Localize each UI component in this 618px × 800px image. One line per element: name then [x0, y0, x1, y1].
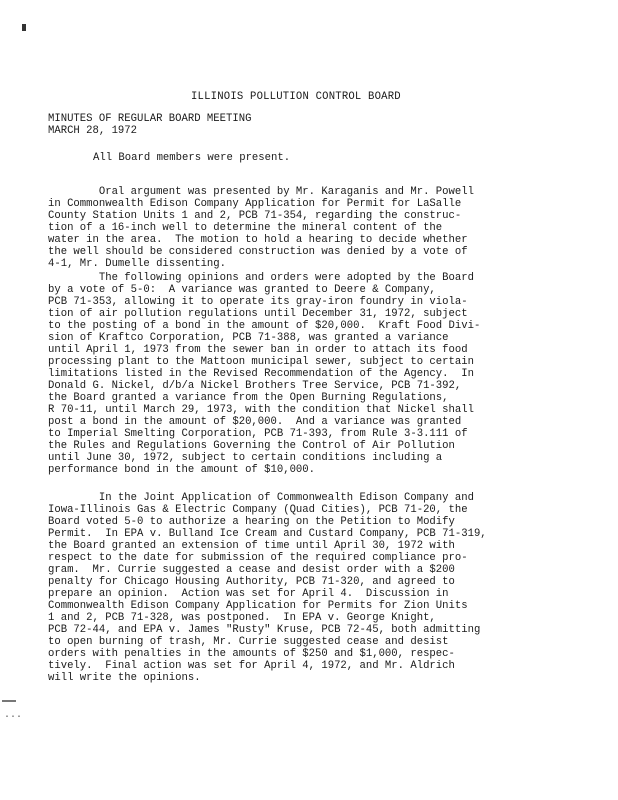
minutes-heading: MINUTES OF REGULAR BOARD MEETING	[48, 113, 252, 125]
paragraph-line: 1 and 2, PCB 71-328, was postponed. In EPA v. George Knight,	[48, 612, 436, 624]
scan-speck: ·∙·	[4, 712, 23, 723]
paragraph-line: the Rules and Regulations Governing the Control of Air Pollution	[48, 440, 455, 452]
paragraph-line: 4-1, Mr. Dumelle dissenting.	[48, 258, 227, 270]
paragraph-line: by a vote of 5-0: A variance was granted to Deere & Company,	[48, 284, 436, 296]
paragraph-line: PCB 71-353, allowing it to operate its gray-iron foundry in viola-	[48, 296, 468, 308]
paragraph-line: Board voted 5-0 to authorize a hearing on the Petition to Modify	[48, 516, 455, 528]
page-title: ILLINOIS POLLUTION CONTROL BOARD	[191, 91, 401, 103]
paragraph-line: water in the area. The motion to hold a hearing to decide whether	[48, 234, 468, 246]
paragraph-line: the well should be considered construction was denied by a vote of	[48, 246, 468, 258]
paragraph-line: sion of Kraftco Corporation, PCB 71-388, was granted a variance	[48, 332, 449, 344]
paragraph-line: Oral argument was presented by Mr. Karaganis and Mr. Powell	[48, 186, 474, 198]
paragraph-line: penalty for Chicago Housing Authority, PCB 71-320, and agreed to	[48, 576, 455, 588]
paragraph-line: post a bond in the amount of $20,000. And a variance was granted	[48, 416, 462, 428]
paragraph-line: in Commonwealth Edison Company Application for Permit for LaSalle	[48, 198, 462, 210]
paragraph-line: tion of a 16-inch well to determine the mineral content of the	[48, 222, 443, 234]
paragraph-line: the Board granted an extension of time until April 30, 1972 with	[48, 540, 455, 552]
paragraph-line: respect to the date for submission of the required compliance pro-	[48, 552, 468, 564]
paragraph-line: In the Joint Application of Commonwealth Edison Company and	[48, 492, 474, 504]
paragraph-line: prepare an opinion. Action was set for April 4. Discussion in	[48, 588, 449, 600]
paragraph-line: will write the opinions.	[48, 672, 201, 684]
paragraph-line: until April 1, 1973 from the sewer ban in order to attach its food	[48, 344, 468, 356]
paragraph-line: Commonwealth Edison Company Application for Permits for Zion Units	[48, 600, 468, 612]
paragraph-line: processing plant to the Mattoon municipal sewer, subject to certain	[48, 356, 474, 368]
scan-mark	[22, 24, 26, 31]
scan-speck	[2, 700, 16, 702]
paragraph-line: to Imperial Smelting Corporation, PCB 71-393, from Rule 3-3.111 of	[48, 428, 468, 440]
paragraph-line: until June 30, 1972, subject to certain conditions including a	[48, 452, 443, 464]
paragraph-line: gram. Mr. Currie suggested a cease and desist order with a $200	[48, 564, 455, 576]
paragraph-line: All Board members were present.	[93, 152, 291, 164]
paragraph-line: tively. Final action was set for April 4, 1972, and Mr. Aldrich	[48, 660, 455, 672]
paragraph-line: limitations listed in the Revised Recommendation of the Agency. In	[48, 368, 474, 380]
meeting-date: MARCH 28, 1972	[48, 125, 138, 137]
paragraph-line: Donald G. Nickel, d/b/a Nickel Brothers Tree Service, PCB 71-392,	[48, 380, 462, 392]
paragraph-line: orders with penalties in the amounts of $250 and $1,000, respec-	[48, 648, 455, 660]
paragraph-line: the Board granted a variance from the Open Burning Regulations,	[48, 392, 449, 404]
paragraph-line: PCB 72-44, and EPA v. James "Rusty" Kruse, PCB 72-45, both admitting	[48, 624, 481, 636]
paragraph-line: County Station Units 1 and 2, PCB 71-354, regarding the construc-	[48, 210, 462, 222]
paragraph-line: R 70-11, until March 29, 1973, with the condition that Nickel shall	[48, 404, 474, 416]
paragraph-line: Iowa-Illinois Gas & Electric Company (Quad Cities), PCB 71-20, the	[48, 504, 468, 516]
paragraph-line: The following opinions and orders were adopted by the Board	[48, 272, 474, 284]
paragraph-line: tion of air pollution regulations until December 31, 1972, subject	[48, 308, 468, 320]
paragraph-line: to the posting of a bond in the amount of $20,000. Kraft Food Divi-	[48, 320, 481, 332]
paragraph-line: performance bond in the amount of $10,000.	[48, 464, 316, 476]
paragraph-line: to open burning of trash, Mr. Currie suggested cease and desist	[48, 636, 449, 648]
paragraph-line: Permit. In EPA v. Bulland Ice Cream and Custard Company, PCB 71-319,	[48, 528, 487, 540]
